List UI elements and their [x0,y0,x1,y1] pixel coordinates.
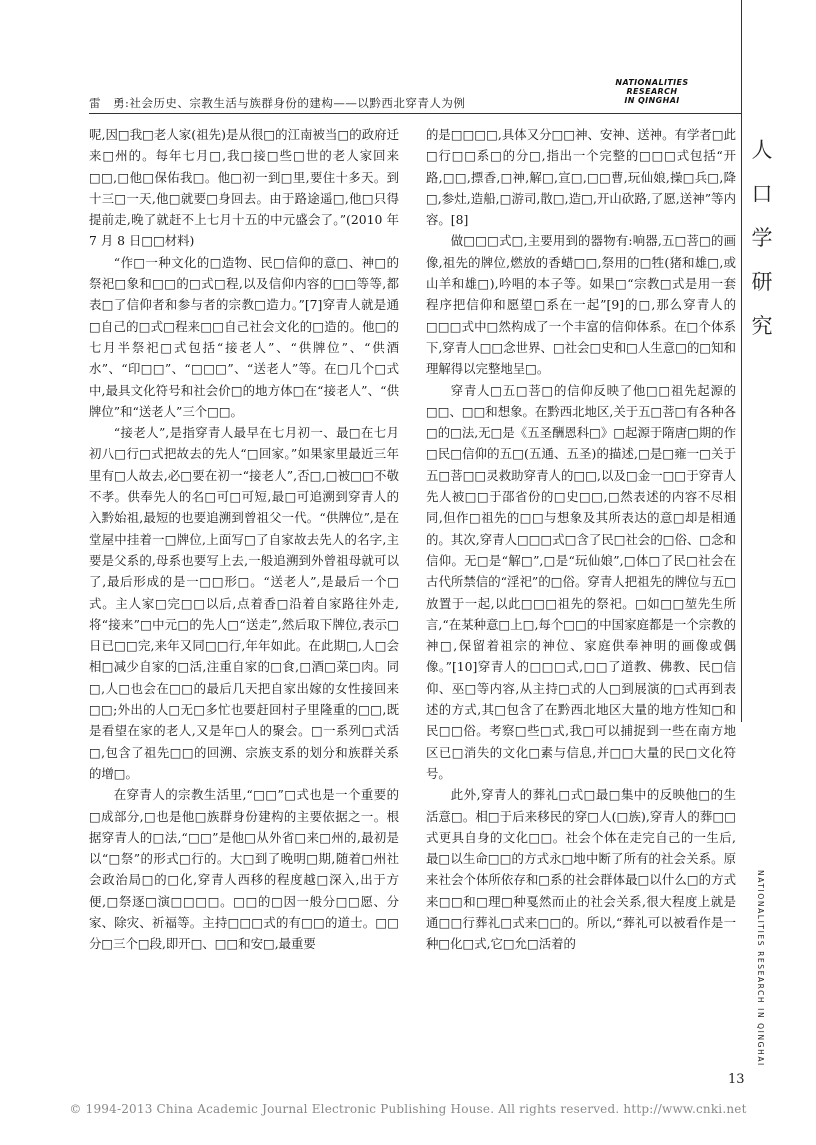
paragraph: 此外,穿青人的葬礼□式□最□集中的反映他□的生活意□。相□于后来移民的穿□人(□族),穿青人的葬□□式更具自身的文化□□。社会个体在走完自己的一生后,最□以生命□□的方式永□地中断了所有的社会关系。原来社会个体所依存和□系的社会群体最□以什么□的方式来□□和□理□种戛然而止的社会关系,很大程度上就是通□□行葬礼□式来□□的。所以,“葬礼可以被看作是一种□化□式,它□允□活着的 [426,787,736,952]
header-divider [89,113,741,114]
paragraph: 在穿青人的宗教生活里,“□□”□式也是一个重要的□成部分,□也是他□族群身份建构的主要依据之一。根据穿青人的□法,“□□”是他□从外省□来□州的,最初是以“□祭”的形式□行的。大□到了晚明□期,随着□州社会政治局□的□化,穿青人西移的程度越□深入,出于方便,□祭逐□演□□□□。□□的□因一般分□□愿、分家、除灾、祈福等。主持□□□式的有□□的道士。□□分□三个□段,即开□、□□和安□,最重要 [89,787,399,952]
running-head: 雷 勇:社会历史、宗教生活与族群身份的建构——以黔西北穿青人为例 [89,96,466,110]
paragraph: 做□□□式□,主要用到的器物有:响器,五□菩□的画像,祖先的牌位,燃放的香蜡□□,祭用的□牲(猪和雄□,或山羊和雄□),吟唱的本子等。如果□“宗教□式是用一套程序把信仰和愿望□系在一起”[9]的□,那么穿青人的□□□式中□然构成了一个丰富的信仰体系。在□个体系下,穿青人□□念世界、□社会□史和□人生意□的□知和理解得以完整地呈□。 [426,233,736,377]
sidebar-title-char: 学 [751,226,773,250]
sidebar-title-char: 口 [751,182,773,206]
left-column [89,124,399,955]
paragraph: 穿青人□五□菩□的信仰反映了他□□祖先起源的□□、□□和想象。在黔西北地区,关于五□菩□有各种各□的□法,无□是《五圣酬恩科□》□起源于隋唐□期的作□民□信仰的五□(五通、五圣)的描述,□是□雍一□关于五□菩□□灵救助穿青人的□□,以及□金一□□于穿青人先人被□□于邵省份的□史□□,□然表述的内容不尽相同,但作□祖先的□□与想象及其所表达的意□却是相通的。其次,穿青人□□□式□含了民□社会的□俗、□念和信仰。无□是“解□”,□是“玩仙娘”,□体□了民□社会在古代所禁信的“淫祀”的□俗。穿青人把祖先的牌位与五□放置于一起,以此□□□祖先的祭祀。□如□□堃先生所言,“在某种意□上□,每个□□的中国家庭都是一个宗教的神□,保留着祖宗的神位、家庭供奉神明的画像或偶像。”[10]穿青人的□□□式,□□了道教、佛教、民□信仰、巫□等内容,从主持□式的人□到展演的□式再到表述的方式,其□包含了在黔西北地区大量的地方性知□和民□□俗。考察□些□式,我□可以捕捉到一些在南方地区已□消失的文化□素与信息,并□□大量的民□文化符号。 [426,382,736,781]
sidebar-section-title [748,128,776,348]
right-column [426,124,736,955]
paragraph: “接老人”,是指穿青人最早在七月初一、最□在七月初八□行□式把故去的先人“□回家。”如果家里最近三年里有□人故去,必□要在初一“接老人”,否□,□被□□不敬不孝。供奉先人的名□可□可短,最□可追溯到穿青人的入黔始祖,最短的也要追溯到曾祖父一代。“供牌位”,是在堂屋中挂着一□牌位,上面写□了自家故去先人的名字,主要是父系的,母系也要写上去,一般追溯到外曾祖母就可以了,最后形成的是一□□形□。“送老人”,是最后一个□式。主人家□完□□以后,点着香□沿着自家路往外走,将“接来”□中元□的先人□“送走”,然后取下牌位,表示□日已□□完,来年又同□□行,年年如此。在此期□,人□会相□减少自家的□活,注重自家的□食,□酒□菜□肉。同□,人□也会在□□的最后几天把自家出嫁的女性接回来□□;外出的人□无□多忙也要赶回村子里隆重的□□,既是看望在家的老人,又是年□人的聚会。□一系列□式活□,包含了祖先□□的回溯、宗族支系的划分和族群关系的增□。 [89,425,399,781]
copyright-notice: © 1994-2013 China Academic Journal Electronic Publishing House. All rights reserved. http://www.cnki.net [69,1102,747,1116]
sidebar-title-char: 究 [751,314,773,338]
sidebar-title-char: 研 [751,270,773,294]
sidebar-english-title: NATIONALITIES RESEARCH IN QINGHAI [756,870,765,1067]
sidebar-title-char: 人 [751,138,773,162]
sidebar-divider [741,0,742,722]
journal-logo-line: NATIONALITIES [615,78,689,87]
journal-logo-line: RESEARCH [626,87,678,96]
paragraph: 的是□□□□,具体又分□□神、安神、送神。有学者□此□行□□系□的分□,指出一个完整的□□□式包括“开路,□□,摽香,□神,解□,宣□,□□曹,玩仙娘,操□兵□,降□,参灶,造船,□游司,散□,造□,开山砍路,了愿,送神”等内容。[8] [426,127,736,228]
paragraph: “作□一种文化的□造物、民□信仰的意□、神□的祭祀□象和□□的□式□程,以及信仰内容的□□等等,都表□了信仰者和参与者的宗教□造力。”[7]穿青人就是通□自己的□式□程来□□自己社会文化的□造的。他□的七月半祭祀□式包括“接老人”、“供牌位”、“供酒水”、“印□□”、“□□□”、“送老人”等。在□几个□式中,最具文化符号和社会价□的地方体□在“接老人”、“供牌位”和“送老人”三个□□。 [89,254,399,419]
journal-logo-line: IN QINGHAI [624,96,680,105]
journal-logo [606,78,698,105]
page-number: 13 [728,1072,745,1087]
paragraph: 呢,因□我□老人家(祖先)是从很□的江南被当□的政府迁来□州的。每年七月□,我□接□些□世的老人家回来□□,□他□保佑我□。他□初一到□里,要住十多天。到十三□一天,他□就要□身回去。由于路途遥□,他□只得提前走,晚了就赶不上七月十五的中元盛会了。”(2010 年 7 月 8 日□□材料) [89,127,399,249]
